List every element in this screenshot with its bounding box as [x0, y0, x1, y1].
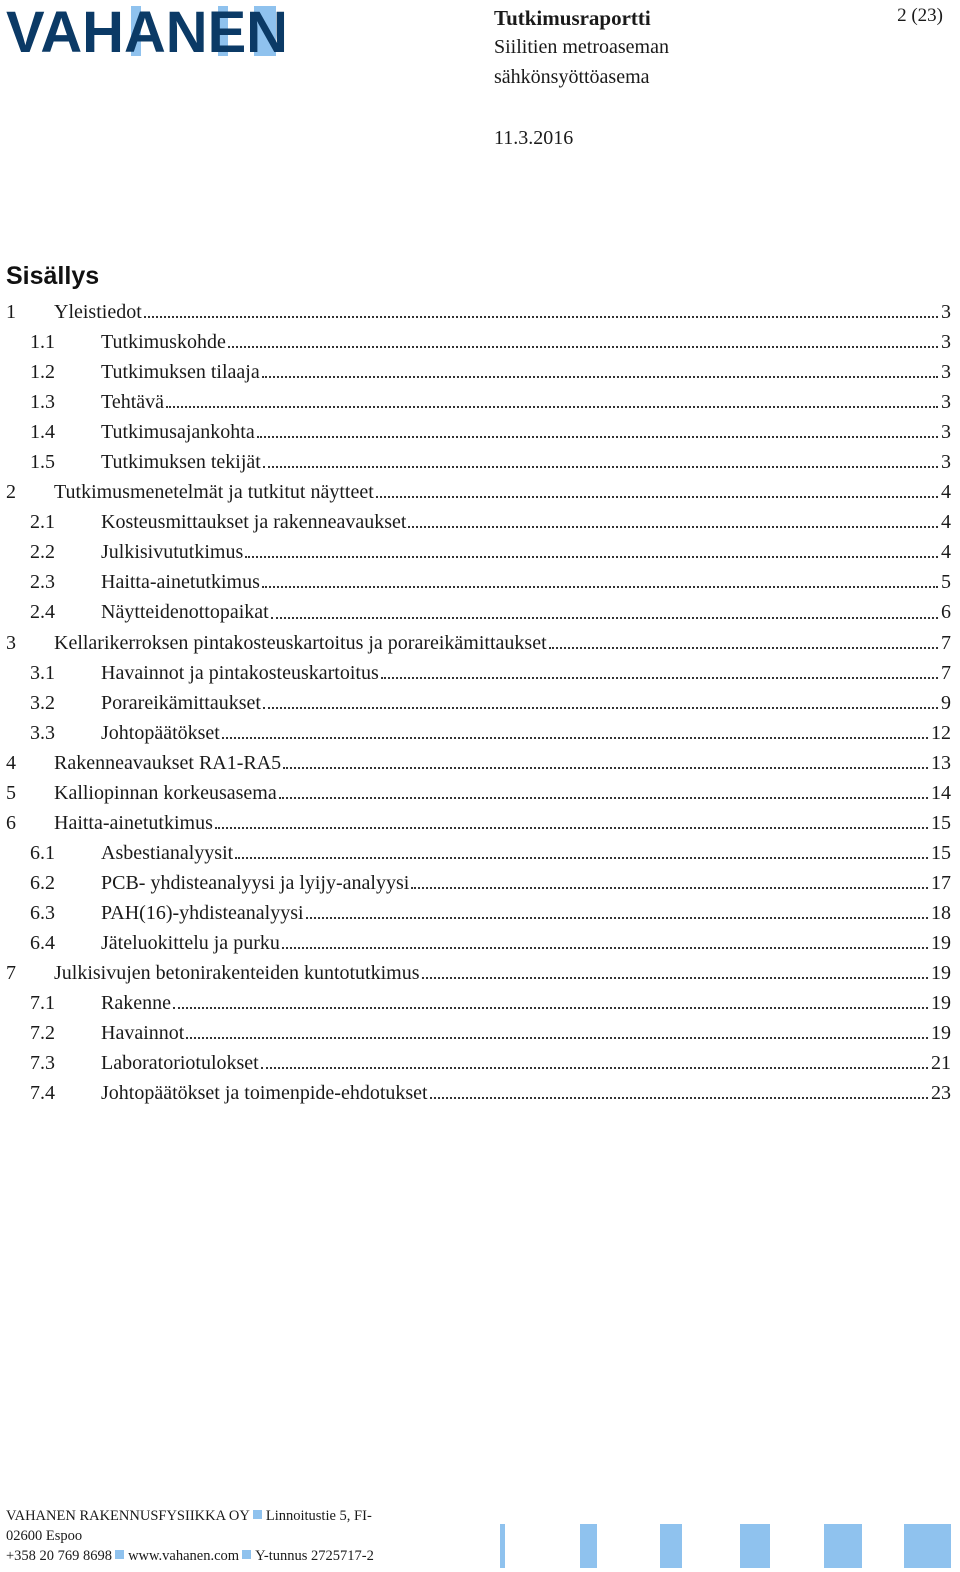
toc-dot-leader	[381, 675, 938, 679]
toc-dot-leader	[257, 434, 938, 438]
footer-bar	[500, 1524, 505, 1568]
toc-entry-title: Tutkimusmenetelmät ja tutkitut näytteet	[54, 481, 374, 504]
toc-entry-number: 3.2	[30, 691, 55, 714]
toc-entry[interactable]	[6, 297, 951, 327]
toc-dot-leader	[261, 1065, 928, 1069]
toc-entry-number: 6.4	[30, 931, 55, 954]
toc-entry-number: 6	[6, 811, 16, 834]
document-header	[494, 4, 874, 92]
toc-entry-number: 4	[6, 751, 16, 774]
toc-entry-number: 3.3	[30, 721, 55, 744]
toc-dot-leader	[222, 735, 928, 739]
toc-entry-title: Haitta-ainetutkimus	[101, 571, 260, 594]
footer-line-1	[6, 1506, 426, 1526]
toc-entry[interactable]	[6, 628, 951, 658]
toc-entry[interactable]	[6, 1078, 951, 1108]
document-title-line-1: Siilitien metroaseman	[494, 36, 669, 58]
toc-entry-title: Asbestianalyysit	[101, 841, 234, 864]
toc-entry-page: 14	[931, 781, 951, 804]
toc-dot-leader	[283, 765, 928, 769]
footer-bar	[904, 1524, 951, 1568]
toc-entry-number: 7.4	[30, 1082, 55, 1105]
toc-entry[interactable]	[6, 327, 951, 357]
footer-bar	[580, 1524, 597, 1568]
toc-entry-page: 7	[941, 631, 951, 654]
toc-entry-page: 4	[941, 511, 951, 534]
footer-business-id: Y-tunnus 2725717-2	[255, 1548, 374, 1564]
toc-entry-title: Tutkimusajankohta	[101, 421, 255, 444]
toc-entry-title: Tutkimuskohde	[101, 331, 226, 354]
toc-entry[interactable]	[6, 688, 951, 718]
footer-bar	[740, 1524, 770, 1568]
toc-entry[interactable]	[6, 387, 951, 417]
document-date: 11.3.2016	[494, 127, 574, 149]
toc-entry[interactable]	[6, 928, 951, 958]
toc-entry[interactable]	[6, 778, 951, 808]
toc-entry-number: 1.3	[30, 391, 55, 414]
toc-entry[interactable]	[6, 447, 951, 477]
toc-dot-leader	[279, 795, 928, 799]
square-bullet-icon	[115, 1550, 124, 1559]
toc-entry-number: 5	[6, 781, 16, 804]
document-title-line-2: sähkönsyöttöasema	[494, 66, 650, 88]
footer-address-b: 02600 Espoo	[6, 1528, 83, 1544]
toc-entry-number: 2.2	[30, 541, 55, 564]
toc-entry-page: 19	[931, 992, 951, 1015]
toc-entry[interactable]	[6, 537, 951, 567]
toc-entry-title: Tutkimuksen tekijät	[101, 451, 261, 474]
toc-entry-title: Tehtävä	[101, 391, 165, 414]
toc-entry-number: 2.4	[30, 601, 55, 624]
toc-dot-leader	[245, 554, 938, 558]
toc-entry[interactable]	[6, 898, 951, 928]
toc-dot-leader	[262, 374, 938, 378]
toc-entry-number: 1.2	[30, 361, 55, 384]
toc-dot-leader	[430, 1095, 928, 1099]
toc-entry-page: 9	[941, 691, 951, 714]
footer-decorative-bars	[490, 1524, 960, 1568]
toc-dot-leader	[173, 1005, 928, 1009]
toc-entry-title: Julkisivututkimus	[101, 541, 244, 564]
toc-entry-title: Rakenneavaukset RA1-RA5	[54, 751, 282, 774]
toc-entry-number: 2.3	[30, 571, 55, 594]
vahanen-logo	[6, 4, 288, 58]
table-of-contents	[6, 297, 951, 1108]
toc-entry-title: Näytteidenottopaikat	[101, 601, 269, 624]
toc-entry-page: 3	[941, 331, 951, 354]
toc-entry[interactable]	[6, 417, 951, 447]
toc-entry-page: 3	[941, 451, 951, 474]
toc-entry[interactable]	[6, 808, 951, 838]
toc-entry-page: 3	[941, 421, 951, 444]
toc-entry-number: 6.1	[30, 841, 55, 864]
toc-entry[interactable]	[6, 507, 951, 537]
toc-entry-title: PAH(16)-yhdisteanalyysi	[101, 901, 304, 924]
toc-dot-leader	[166, 404, 938, 408]
toc-entry-title: Yleistiedot	[54, 301, 142, 323]
toc-entry-number: 3	[6, 631, 16, 654]
toc-entry-number: 7.3	[30, 1052, 55, 1075]
document-type: Tutkimusraportti	[494, 6, 651, 30]
toc-dot-leader	[263, 464, 938, 468]
toc-dot-leader	[549, 645, 938, 649]
toc-entry-page: 3	[941, 361, 951, 384]
toc-dot-leader	[306, 915, 928, 919]
toc-entry-number: 1.4	[30, 421, 55, 444]
page-number: 2 (23)	[897, 5, 943, 26]
toc-entry-page: 19	[931, 1022, 951, 1045]
logo-wordmark: VAHANEN	[6, 4, 288, 58]
footer-company: VAHANEN RAKENNUSFYSIIKKA OY	[6, 1508, 250, 1524]
toc-entry-page: 21	[931, 1052, 951, 1075]
toc-entry-page: 12	[931, 721, 951, 744]
toc-dot-leader	[186, 1035, 928, 1039]
toc-entry-number: 6.2	[30, 871, 55, 894]
toc-entry[interactable]	[6, 597, 951, 627]
square-bullet-icon	[242, 1550, 251, 1559]
toc-entry-number: 1	[6, 301, 16, 323]
toc-entry-title: Rakenne	[101, 992, 171, 1015]
toc-entry[interactable]	[6, 357, 951, 387]
toc-entry-title: Haitta-ainetutkimus	[54, 811, 213, 834]
toc-entry[interactable]	[6, 748, 951, 778]
toc-entry-number: 3.1	[30, 661, 55, 684]
toc-entry[interactable]	[6, 1048, 951, 1078]
toc-entry-page: 18	[931, 901, 951, 924]
toc-dot-leader	[262, 584, 938, 588]
footer-address-a: Linnoitustie 5, FI-	[265, 1508, 372, 1524]
footer-bar	[660, 1524, 682, 1568]
toc-entry-number: 7.1	[30, 992, 55, 1015]
toc-entry-page: 7	[941, 661, 951, 684]
toc-entry-title: Havainnot	[101, 1022, 185, 1045]
footer-phone: +358 20 769 8698	[6, 1548, 113, 1564]
toc-dot-leader	[411, 885, 928, 889]
toc-entry-page: 13	[931, 751, 951, 774]
toc-entry-page: 19	[931, 962, 951, 985]
toc-entry-number: 1.1	[30, 331, 55, 354]
toc-entry-page: 3	[941, 301, 951, 323]
toc-entry-page: 17	[931, 871, 951, 894]
footer-line-2	[6, 1526, 426, 1546]
toc-dot-leader	[376, 494, 938, 498]
toc-entry[interactable]	[6, 958, 951, 988]
toc-entry[interactable]	[6, 838, 951, 868]
toc-entry-number: 7	[6, 962, 16, 985]
toc-entry-page: 15	[931, 841, 951, 864]
toc-entry-title: Havainnot ja pintakosteuskartoitus	[101, 661, 379, 684]
footer-bar	[824, 1524, 862, 1568]
toc-entry[interactable]	[6, 988, 951, 1018]
toc-dot-leader	[422, 975, 928, 979]
toc-entry-number: 2.1	[30, 511, 55, 534]
toc-entry[interactable]	[6, 718, 951, 748]
square-bullet-icon	[253, 1510, 262, 1519]
footer-website: www.vahanen.com	[128, 1548, 240, 1564]
toc-entry-page: 23	[931, 1082, 951, 1105]
toc-entry-title: PCB- yhdisteanalyysi ja lyijy-analyysi	[101, 871, 410, 894]
toc-dot-leader	[282, 945, 928, 949]
toc-entry-page: 5	[941, 571, 951, 594]
toc-entry[interactable]	[6, 477, 951, 507]
toc-entry-title: Jäteluokittelu ja purku	[101, 931, 280, 954]
toc-entry[interactable]	[6, 567, 951, 597]
toc-entry-page: 19	[931, 931, 951, 954]
toc-entry-title: Kosteusmittaukset ja rakenneavaukset	[101, 511, 407, 534]
toc-dot-leader	[215, 825, 928, 829]
toc-entry[interactable]	[6, 1018, 951, 1048]
toc-entry-number: 1.5	[30, 451, 55, 474]
toc-entry-page: 4	[941, 541, 951, 564]
toc-entry-number: 6.3	[30, 901, 55, 924]
toc-entry-title: Johtopäätökset ja toimenpide-ehdotukset	[101, 1082, 428, 1105]
toc-entry-title: Laboratoriotulokset	[101, 1052, 259, 1075]
toc-entry-title: Julkisivujen betonirakenteiden kuntotutkimus	[54, 962, 420, 985]
toc-entry-number: 7.2	[30, 1022, 55, 1045]
toc-dot-leader	[271, 615, 938, 619]
toc-entry-page: 6	[941, 601, 951, 624]
toc-entry[interactable]	[6, 868, 951, 898]
toc-entry[interactable]	[6, 658, 951, 688]
toc-entry-page: 4	[941, 481, 951, 504]
toc-entry-page: 15	[931, 811, 951, 834]
toc-entry-title: Kalliopinnan korkeusasema	[54, 781, 277, 804]
toc-dot-leader	[144, 314, 938, 318]
toc-heading: Sisällys	[6, 262, 100, 290]
toc-dot-leader	[228, 344, 938, 348]
footer-contact	[6, 1506, 426, 1566]
toc-dot-leader	[235, 855, 928, 859]
toc-entry-page: 3	[941, 391, 951, 414]
toc-dot-leader	[263, 705, 938, 709]
toc-entry-title: Porareikämittaukset	[101, 691, 261, 714]
toc-entry-title: Johtopäätökset	[101, 721, 220, 744]
toc-entry-number: 2	[6, 481, 16, 504]
toc-dot-leader	[408, 524, 938, 528]
toc-entry-title: Tutkimuksen tilaaja	[101, 361, 260, 384]
footer-line-3	[6, 1546, 426, 1566]
toc-entry-title: Kellarikerroksen pintakosteuskartoitus ja porareikämittaukset	[54, 631, 547, 654]
